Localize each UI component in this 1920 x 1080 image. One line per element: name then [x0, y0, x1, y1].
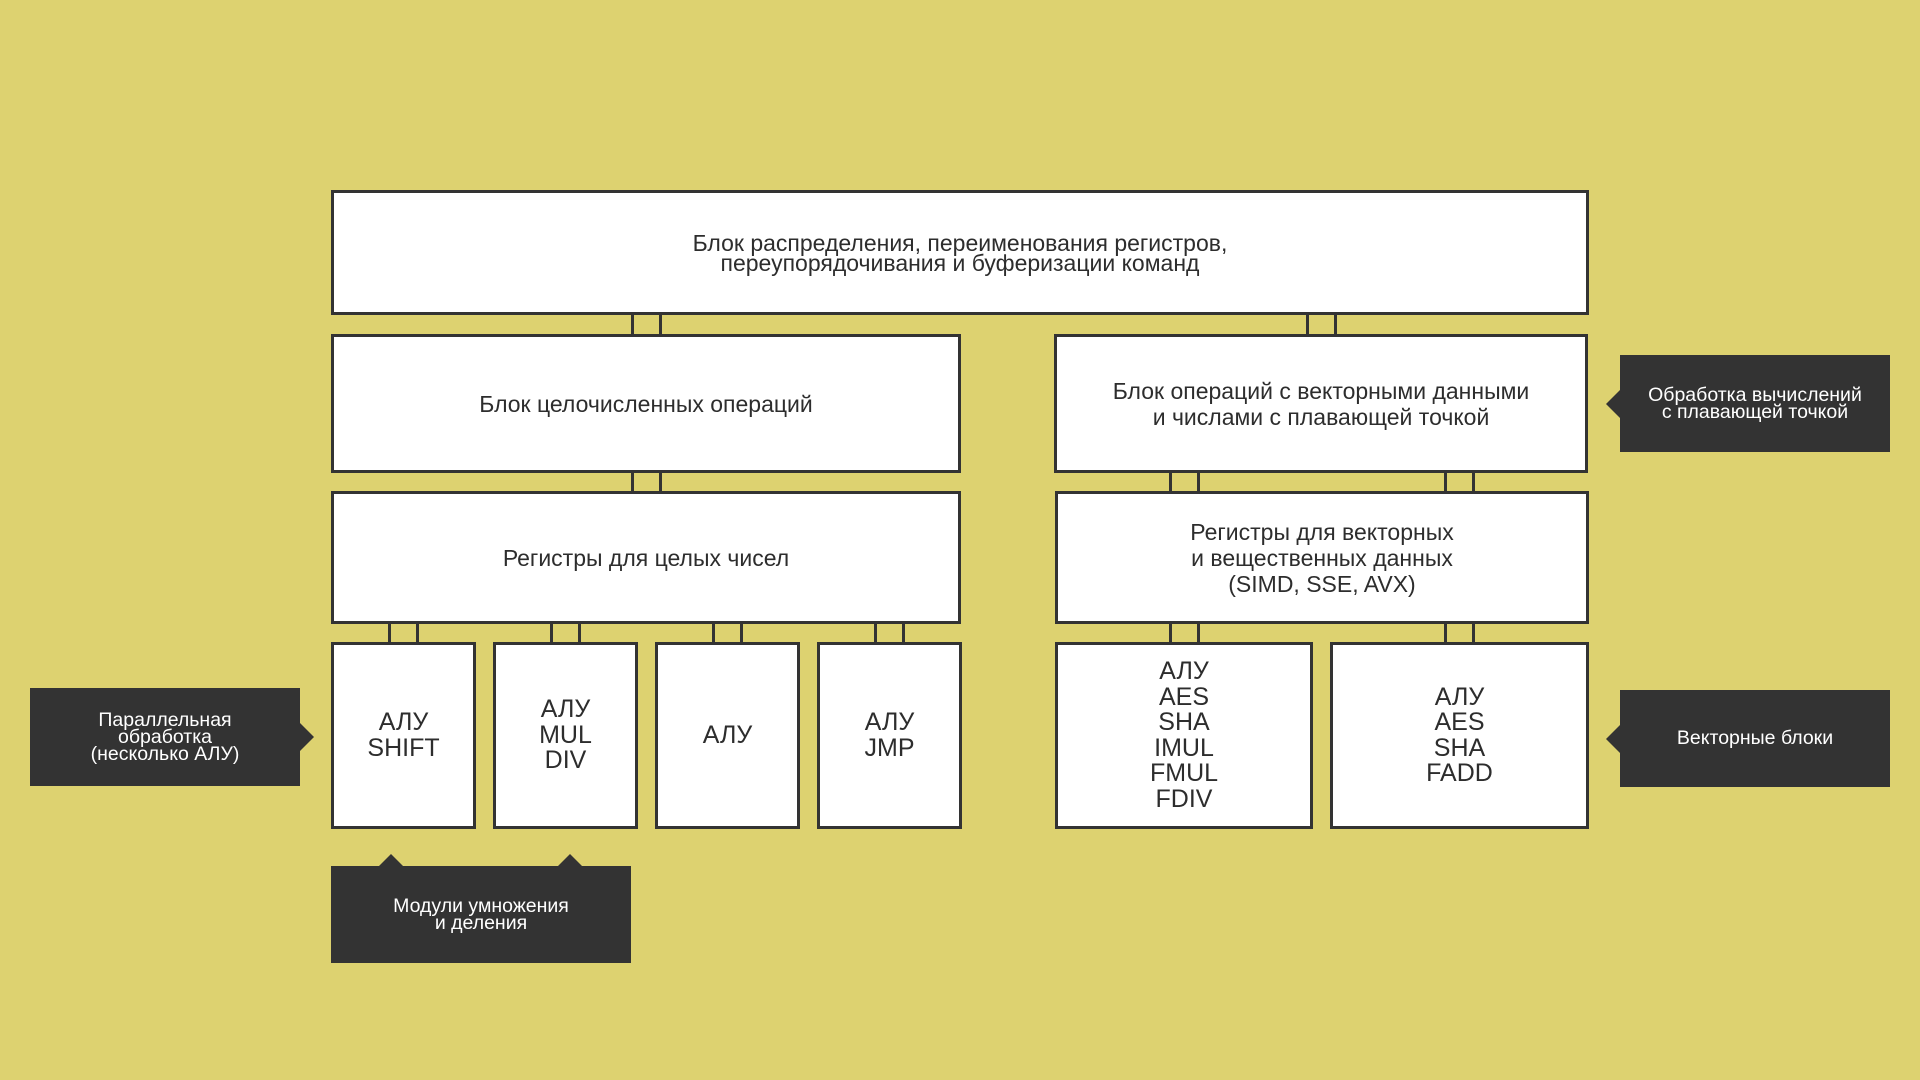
alu-mul-div-line-1: АЛУ: [540, 695, 591, 724]
callout-floating-point: [1620, 355, 1890, 452]
vector-registers-label-line-3: (SIMD, SSE, AVX): [1228, 570, 1416, 597]
integer-unit-label: Блок целочисленных операций: [479, 390, 813, 417]
integer-registers-block: [331, 491, 961, 624]
callout-vector-blocks: [1620, 690, 1890, 787]
vector-alu-1-line-6: FDIV: [1155, 784, 1213, 813]
connector-vector-unit-to-registers-left: [1169, 471, 1200, 493]
callout-mul-div-line-2: и деления: [434, 911, 528, 934]
callout-parallel-processing: [30, 688, 300, 786]
vector-fp-unit-label-line-2: и числами с плавающей точкой: [1152, 403, 1490, 430]
dispatch-rename-label-line-2: переупорядочивания и буферизации команд: [720, 249, 1200, 276]
alu-jmp-block: [817, 642, 962, 829]
alu-mul-div-line-2: MUL: [539, 720, 592, 749]
alu-mul-div-line-3: DIV: [544, 746, 587, 775]
alu-basic-block: [655, 642, 800, 829]
dispatch-rename-label-line-1: Блок распределения, переименования регистров,: [692, 229, 1228, 256]
vector-alu-1-line-2: AES: [1158, 682, 1210, 711]
callout-parallel-line-2: обработка: [117, 725, 213, 748]
callout-vector-blocks-line-1: Векторные блоки: [1676, 727, 1834, 749]
connector-vector-registers-to-alu-2: [1444, 622, 1475, 644]
vector-alu-2-line-2: AES: [1434, 708, 1485, 736]
alu-shift-block: [331, 642, 476, 829]
integer-unit-block: [331, 334, 961, 473]
alu-jmp-line-1: АЛУ: [864, 708, 915, 736]
vector-fp-unit-label-line-1: Блок операций с векторными данными: [1112, 377, 1530, 404]
alu-basic-line-1: АЛУ: [702, 720, 753, 749]
vector-alu-1-line-1: АЛУ: [1159, 657, 1209, 685]
vector-alu-1-line-3: SHA: [1158, 708, 1210, 736]
vector-alu-1-block: [1055, 642, 1313, 829]
callout-mul-div-modules: [331, 866, 631, 963]
alu-shift-line-1: АЛУ: [378, 708, 429, 736]
callout-parallel-line-3: (несколько АЛУ): [90, 742, 240, 765]
vector-alu-2-line-1: АЛУ: [1434, 682, 1485, 711]
connector-registers-to-alu-3: [712, 622, 743, 644]
callout-parallel-line-1: Параллельная: [98, 708, 232, 731]
alu-shift-line-2: SHIFT: [367, 733, 440, 762]
vector-alu-2-block: [1330, 642, 1589, 829]
alu-mul-div-block: [493, 642, 638, 829]
dispatch-rename-block: [331, 190, 1589, 315]
alu-jmp-line-2: JMP: [864, 733, 915, 762]
callout-floating-point-line-2: с плавающей точкой: [1661, 400, 1849, 423]
connector-vector-unit-to-registers-right: [1444, 471, 1475, 493]
vector-registers-block: [1055, 491, 1589, 624]
integer-registers-label: Регистры для целых чисел: [502, 544, 790, 571]
connector-registers-to-alu-1: [388, 622, 419, 644]
connector-registers-to-alu-2: [550, 622, 581, 644]
vector-alu-2-line-3: SHA: [1433, 733, 1486, 762]
vector-alu-1-line-5: FMUL: [1149, 759, 1219, 787]
vector-registers-label-line-2: и вещественных данных: [1191, 544, 1453, 571]
connector-vector-registers-to-alu-1: [1169, 622, 1200, 644]
vector-alu-2-line-4: FADD: [1426, 759, 1493, 787]
vector-fp-unit-block: [1054, 334, 1588, 473]
connector-top-to-integer-unit: [631, 313, 662, 336]
connector-registers-to-alu-4: [874, 622, 905, 644]
connector-integer-unit-to-registers: [631, 471, 662, 493]
connector-top-to-vector-unit: [1306, 313, 1337, 336]
vector-alu-1-line-4: IMUL: [1154, 733, 1214, 762]
vector-registers-label-line-1: Регистры для векторных: [1190, 518, 1454, 545]
callout-floating-point-line-1: Обработка вычислений: [1648, 383, 1862, 406]
callout-mul-div-line-1: Модули умножения: [393, 894, 569, 917]
